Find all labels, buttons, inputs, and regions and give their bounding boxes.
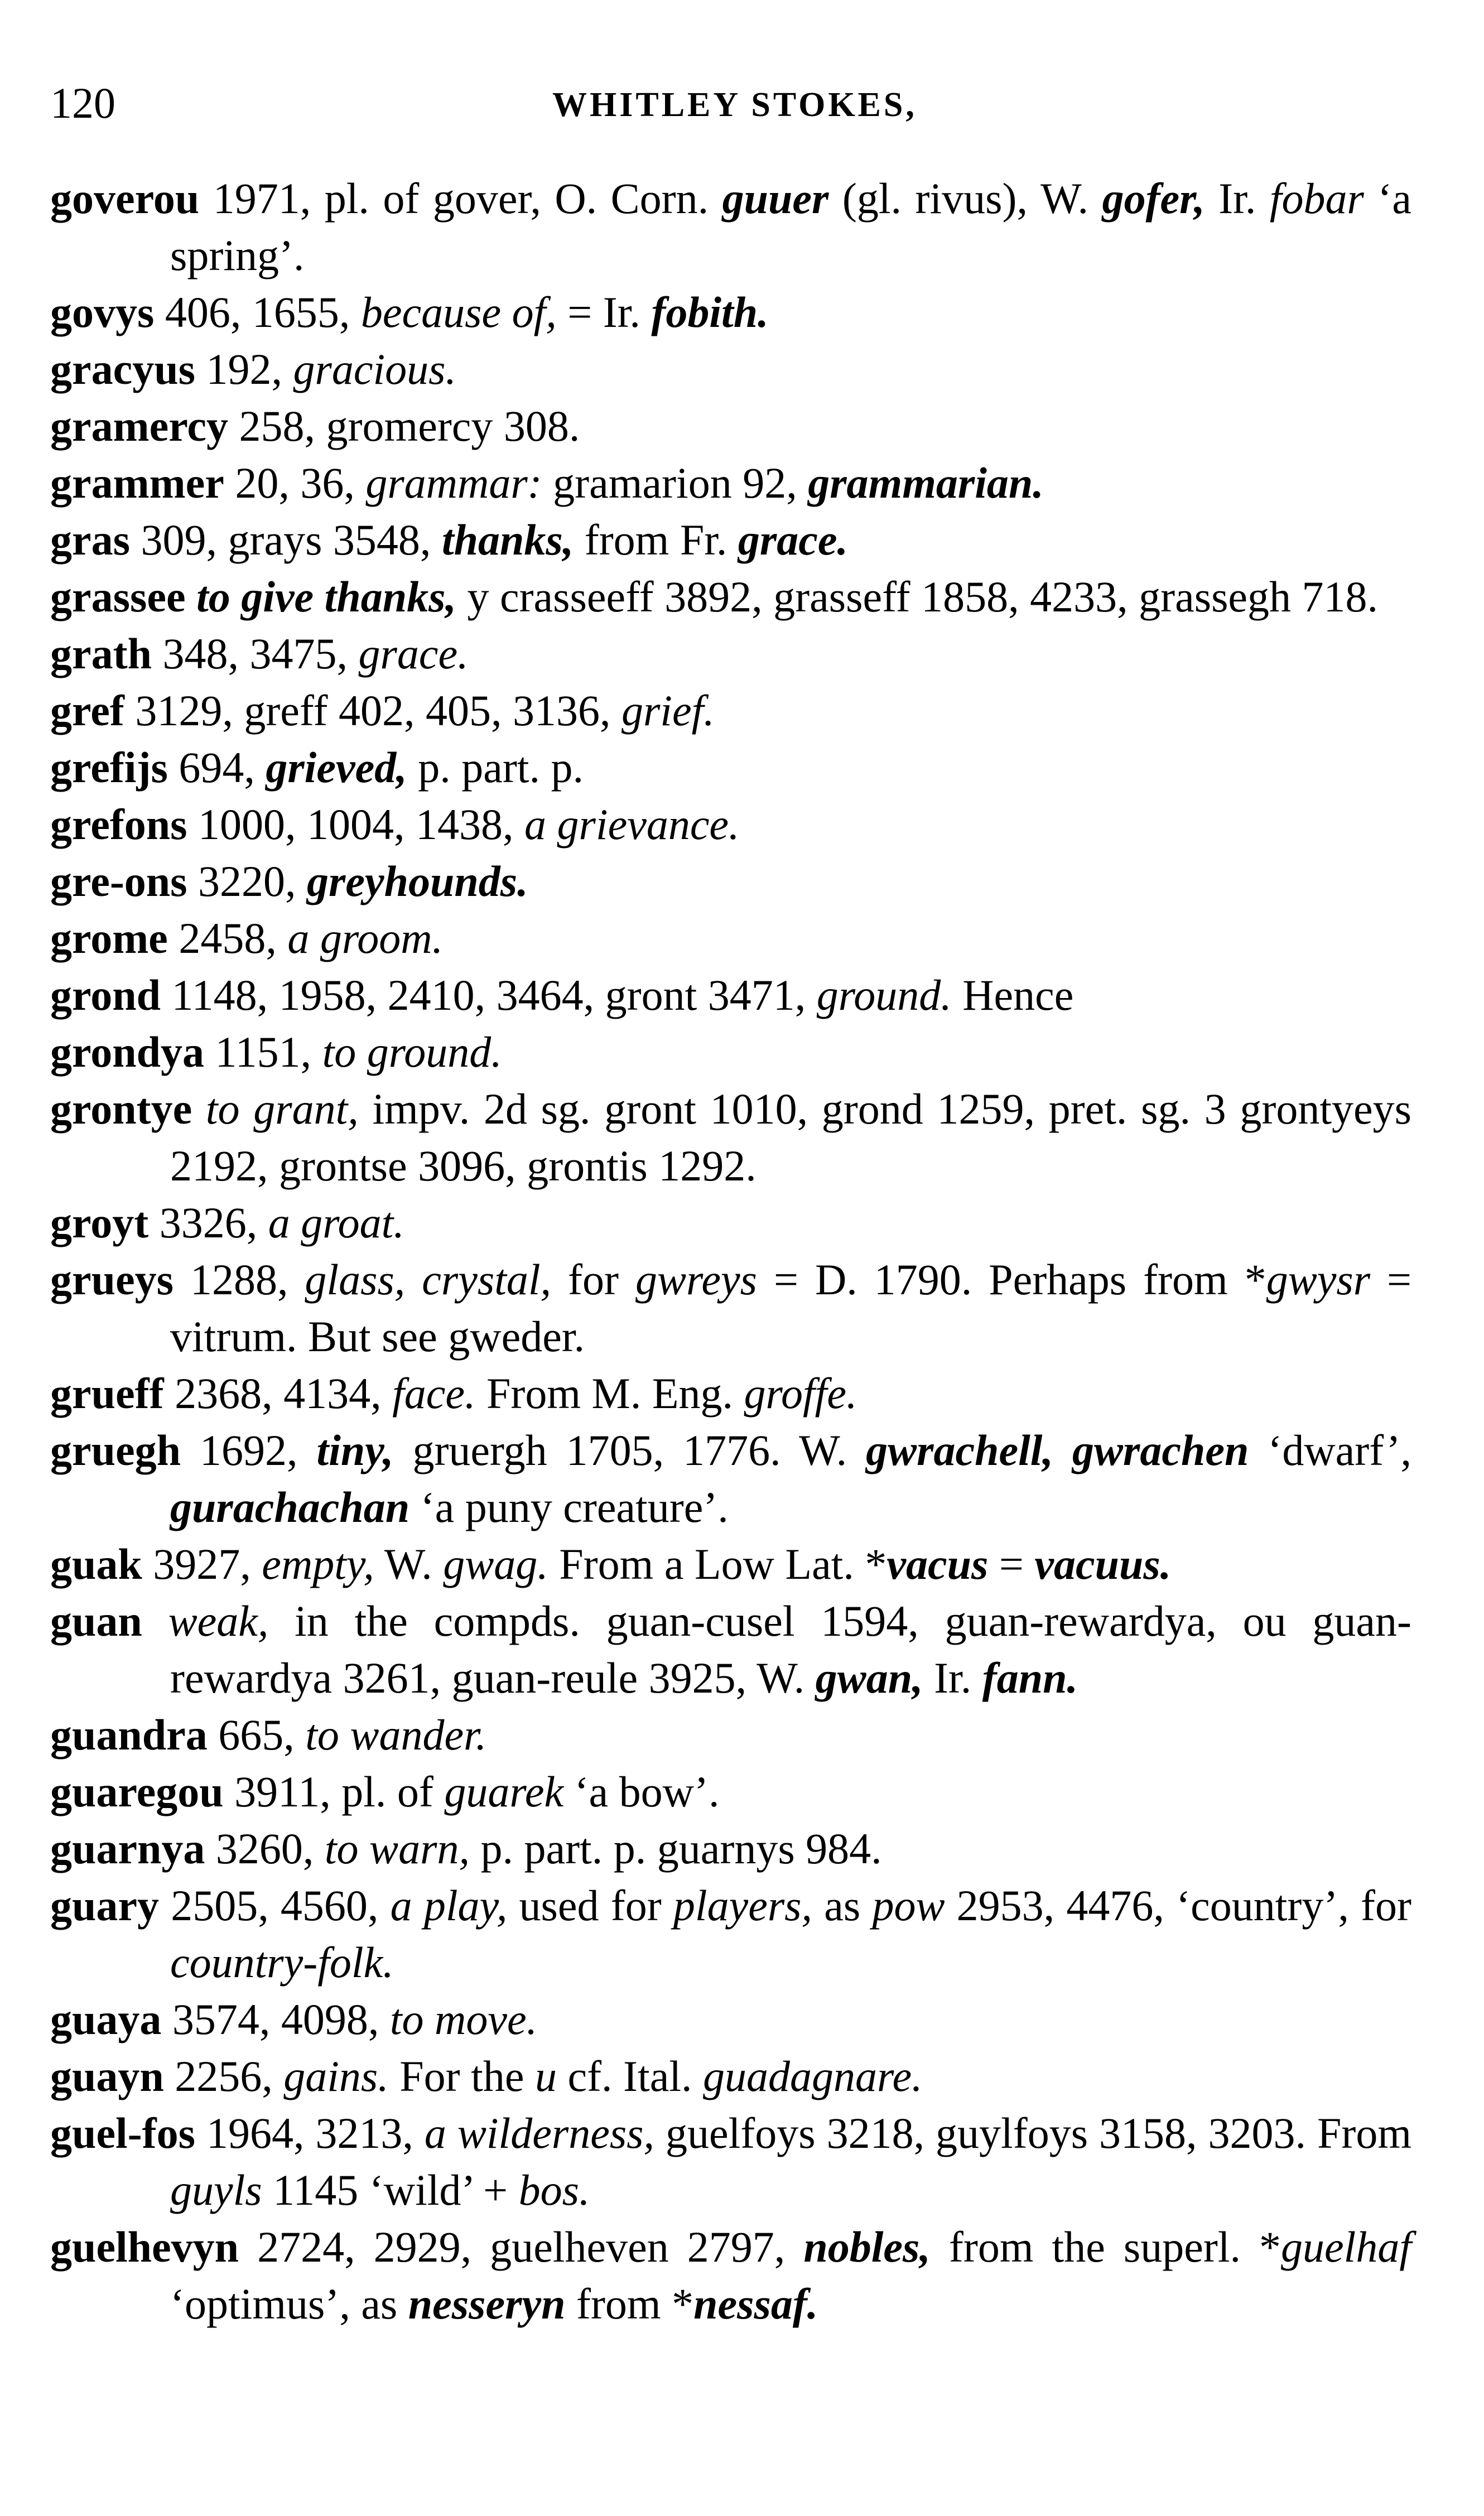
entry-text: cf. Ital.: [556, 2052, 703, 2100]
entry-text: = D. 1790. Perhaps from *: [757, 1255, 1266, 1304]
entry-text: as: [812, 1881, 873, 1930]
entry-text: nessaf.: [693, 2279, 818, 2328]
entry-text: guarek: [444, 1767, 564, 1816]
entry-text: 258, gromercy 308.: [228, 402, 580, 450]
glossary-entries: [50, 170, 1411, 2332]
entry-text: from *: [565, 2279, 694, 2328]
entry-headword: guayn: [50, 2052, 164, 2100]
entry-text: For the: [388, 2052, 535, 2100]
entry-text: 3326,: [148, 1198, 268, 1247]
entry-headword: govys: [50, 288, 155, 336]
entry-text: fann.: [982, 1654, 1078, 1702]
entry-text: 1692,: [181, 1426, 317, 1474]
glossary-entry: [50, 796, 1411, 853]
entry-text: 20, 36,: [224, 459, 366, 507]
entry-text: 1151,: [204, 1028, 322, 1076]
entry-text: fobith.: [651, 288, 769, 336]
glossary-entry: [50, 967, 1411, 1024]
glossary-entry: [50, 284, 1411, 341]
entry-text: glass, crystal,: [305, 1255, 552, 1304]
entry-headword: guary: [50, 1881, 159, 1930]
entry-text: ‘a puny creature’.: [409, 1483, 729, 1531]
entry-text: to give thanks,: [196, 572, 456, 621]
entry-text: because of,: [360, 288, 557, 336]
entry-headword: grath: [50, 629, 152, 678]
entry-text: u: [534, 2052, 557, 2100]
entry-text: vacuus.: [1034, 1540, 1172, 1588]
entry-text: Ir.: [1204, 174, 1270, 223]
entry-text: to move.: [389, 1995, 538, 2043]
running-title: WHITLEY STOKES,: [552, 86, 917, 124]
entry-text: in the compds. guan-cusel 1594, guan-rewardya, ou guan-rewardya 3261, guan-reule 3925, W.: [170, 1597, 1411, 1702]
entry-text: grammar:: [365, 459, 542, 507]
entry-text: empty,: [262, 1540, 374, 1588]
entry-headword: gref: [50, 686, 124, 735]
entry-text: = Ir.: [556, 288, 652, 336]
entry-text: 2256,: [163, 2052, 284, 2100]
entry-text: players,: [673, 1881, 813, 1930]
entry-text: gwag.: [443, 1540, 548, 1588]
entry-text: gurachachan: [170, 1483, 410, 1531]
entry-text: 3220,: [187, 857, 307, 905]
entry-text: ‘optimus’, as: [170, 2279, 408, 2328]
glossary-entry: [50, 625, 1411, 682]
glossary-entry: [50, 1593, 1411, 1707]
entry-text: W.: [374, 1540, 444, 1588]
entry-text: grace.: [738, 515, 849, 564]
entry-text: = vitrum. But see gweder.: [170, 1255, 1412, 1361]
entry-text: 2368, 4134,: [163, 1369, 393, 1418]
entry-text: grief.: [621, 686, 715, 735]
entry-headword: grammer: [50, 459, 224, 507]
entry-text: vacus: [886, 1540, 989, 1588]
entry-text: country-folk.: [170, 1938, 394, 1987]
entry-text: 1148, 1958, 2410, 3464, gront 3471,: [160, 971, 817, 1019]
entry-text: to grant,: [205, 1085, 359, 1133]
glossary-entry: [50, 682, 1411, 739]
entry-text: fobar: [1269, 174, 1364, 223]
entry-text: 2505, 4560,: [159, 1881, 391, 1930]
entry-text: 2458,: [167, 914, 288, 962]
entry-text: 192,: [195, 345, 293, 393]
entry-headword: guan: [50, 1597, 142, 1645]
entry-text: a play,: [390, 1881, 508, 1930]
entry-text: guyls: [170, 2166, 262, 2214]
entry-headword: guaya: [50, 1995, 162, 2043]
entry-headword: guel-fos: [50, 2109, 195, 2157]
entry-headword: grontye: [50, 1085, 192, 1133]
entry-headword: goverou: [50, 174, 200, 223]
glossary-entry: [50, 455, 1411, 512]
glossary-entry: [50, 1024, 1411, 1081]
entry-text: p. part. p.: [407, 743, 584, 792]
entry-headword: gracyus: [50, 345, 195, 393]
glossary-entry: [50, 1536, 1411, 1593]
entry-headword: gramercy: [50, 402, 229, 450]
entry-text: gruergh 1705, 1776. W.: [393, 1426, 866, 1474]
entry-text: 3927,: [142, 1540, 262, 1588]
glossary-entry: [50, 739, 1411, 796]
entry-text: face.: [392, 1369, 476, 1418]
entry-text: 3260,: [205, 1824, 325, 1873]
entry-headword: grefijs: [50, 743, 168, 792]
glossary-entry: [50, 1422, 1411, 1536]
entry-headword: guak: [50, 1540, 142, 1588]
entry-text: 694,: [167, 743, 266, 792]
entry-text: bos.: [518, 2166, 590, 2214]
entry-text: From M. Eng.: [475, 1369, 744, 1418]
entry-text: grace.: [358, 629, 469, 678]
glossary-entry: [50, 910, 1411, 967]
entry-text: tiny,: [316, 1426, 394, 1474]
entry-text: ‘a spring’.: [170, 174, 1411, 279]
entry-headword: guaregou: [50, 1767, 224, 1816]
glossary-entry: [50, 1877, 1411, 1991]
entry-headword: grassee: [50, 572, 186, 621]
entry-text: from the superl. *: [930, 2223, 1281, 2271]
entry-headword: guelhevyn: [50, 2223, 239, 2271]
entry-text: thanks,: [441, 515, 574, 564]
entry-text: Hence: [951, 971, 1074, 1019]
entry-text: to wander.: [305, 1710, 487, 1759]
entry-text: ‘a bow’.: [563, 1767, 720, 1816]
entry-text: 406, 1655,: [154, 288, 361, 336]
entry-text: =: [988, 1540, 1035, 1588]
entry-headword: grefons: [50, 800, 187, 849]
glossary-entry: [50, 1365, 1411, 1422]
entry-text: 1000, 1004, 1438,: [187, 800, 525, 849]
entry-text: a wilderness,: [424, 2109, 655, 2157]
entry-text: 1964, 3213,: [195, 2109, 425, 2157]
entry-text: a grievance.: [524, 800, 740, 849]
entry-text: guelhaf: [1281, 2223, 1412, 2271]
entry-text: grieved,: [266, 743, 407, 792]
entry-text: 3574, 4098,: [161, 1995, 390, 2043]
entry-text: impv. 2d sg. gront 1010, grond 1259, pret. sg. 3 grontyeys 2192, grontse 3096, grontis 1292.: [170, 1085, 1411, 1190]
entry-text: guelfoys 3218, guylfoys 3158, 3203. From: [654, 2109, 1411, 2157]
glossary-entry: [50, 2219, 1411, 2332]
entry-text: from Fr.: [574, 515, 738, 564]
glossary-entry: [50, 1251, 1411, 1365]
glossary-entry: [50, 2048, 1411, 2105]
glossary-entry: [50, 568, 1411, 625]
glossary-entry: [50, 1820, 1411, 1877]
entry-text: a groom.: [287, 914, 444, 962]
entry-text: used for: [507, 1881, 673, 1930]
glossary-entry: [50, 1707, 1411, 1763]
entry-text: [192, 1085, 206, 1133]
entry-text: nobles,: [803, 2223, 931, 2271]
running-header: [50, 78, 1395, 128]
entry-text: gwysr: [1266, 1255, 1371, 1304]
entry-headword: groyt: [50, 1198, 149, 1247]
entry-text: 1145 ‘wild’ +: [262, 2166, 519, 2214]
entry-text: y crasseeff 3892, grasseff 1858, 4233, grassegh 718.: [456, 572, 1379, 621]
entry-text: weak,: [168, 1597, 269, 1645]
entry-text: gwreys: [635, 1255, 758, 1304]
entry-text: nesseryn: [408, 2279, 566, 2328]
entry-headword: grome: [50, 914, 168, 962]
entry-headword: gras: [50, 515, 130, 564]
entry-headword: grond: [50, 971, 161, 1019]
entry-headword: grueys: [50, 1255, 174, 1304]
glossary-entry: [50, 1763, 1411, 1820]
entry-text: (gl. rivus), W.: [828, 174, 1102, 223]
entry-headword: gre-ons: [50, 857, 187, 905]
entry-text: groffe.: [744, 1369, 857, 1418]
entry-text: gwan,: [815, 1654, 923, 1702]
entry-text: 3129, greff 402, 405, 3136,: [124, 686, 621, 735]
glossary-entry: [50, 853, 1411, 910]
entry-text: 2953, 4476, ‘country’, for: [945, 1881, 1411, 1930]
entry-text: 2724, 2929, guelheven 2797,: [239, 2223, 804, 2271]
entry-text: gains.: [283, 2052, 389, 2100]
glossary-entry: [50, 398, 1411, 455]
entry-text: greyhounds.: [307, 857, 528, 905]
entry-text: ground.: [816, 971, 952, 1019]
entry-text: Ir.: [923, 1654, 982, 1702]
entry-text: p. part. p. guarnys 984.: [469, 1824, 882, 1873]
entry-headword: grueff: [50, 1369, 164, 1418]
entry-headword: guandra: [50, 1710, 208, 1759]
entry-text: 665,: [207, 1710, 306, 1759]
entry-text: gracious.: [293, 345, 456, 393]
entry-text: guadagnare.: [702, 2052, 923, 2100]
entry-text: gofer,: [1102, 174, 1205, 223]
entry-text: 1971, pl. of gover, O. Corn.: [199, 174, 722, 223]
entry-text: 3911, pl. of: [223, 1767, 445, 1816]
glossary-entry: [50, 1081, 1411, 1194]
glossary-entry: [50, 170, 1411, 284]
entry-text: From a Low Lat. *: [548, 1540, 887, 1588]
entry-headword: guarnya: [50, 1824, 205, 1873]
glossary-entry: [50, 1991, 1411, 2048]
entry-text: 1288,: [173, 1255, 305, 1304]
entry-text: [186, 572, 197, 621]
entry-text: gramarion 92,: [542, 459, 808, 507]
entry-headword: grondya: [50, 1028, 204, 1076]
glossary-entry: [50, 512, 1411, 568]
entry-text: a groat.: [268, 1198, 404, 1247]
entry-headword: gruegh: [50, 1426, 181, 1474]
glossary-entry: [50, 1194, 1411, 1251]
entry-text: for: [551, 1255, 635, 1304]
entry-text: 309, grays 3548,: [129, 515, 442, 564]
entry-text: [142, 1597, 168, 1645]
entry-text: to ground.: [322, 1028, 502, 1076]
entry-text: to warn,: [324, 1824, 470, 1873]
entry-text: gwrachell, gwrachen: [866, 1426, 1249, 1474]
entry-text: grammarian.: [808, 459, 1044, 507]
glossary-entry: [50, 2105, 1411, 2219]
entry-text: 348, 3475,: [151, 629, 359, 678]
glossary-entry: [50, 341, 1411, 398]
page-number: 120: [50, 79, 115, 127]
entry-text: guuer: [722, 174, 829, 223]
entry-text: pow: [872, 1881, 945, 1930]
entry-text: ‘dwarf’,: [1249, 1426, 1412, 1474]
